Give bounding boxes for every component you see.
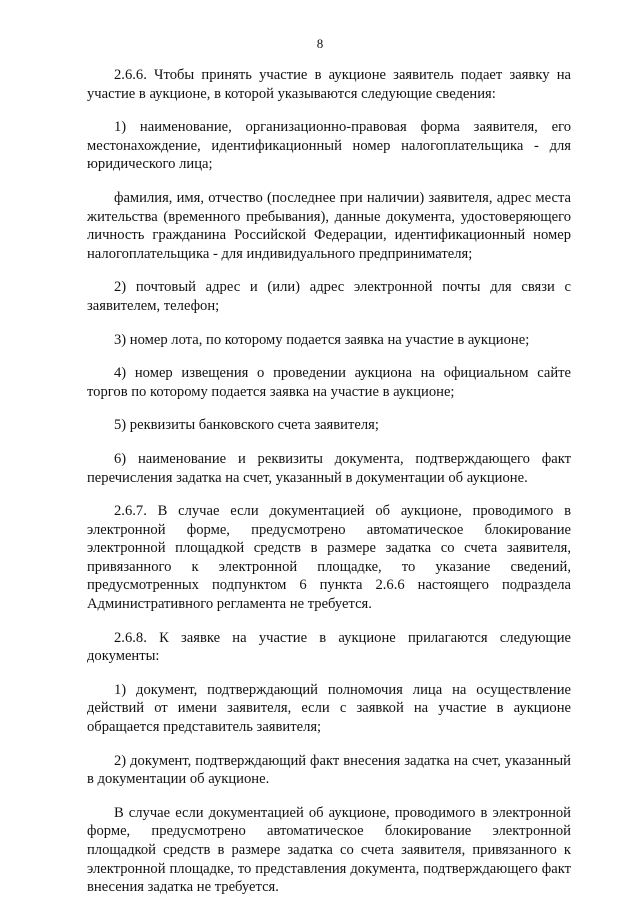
paragraph-2-6-6: 2.6.6. Чтобы принять участие в аукционе заявитель подает заявку на участие в аукционе, в которой указываются следующие сведения: [87,67,571,102]
paragraph-item-2: 2) почтовый адрес и (или) адрес электронной почты для связи с заявителем, телефон; [87,279,571,314]
paragraph-attachment-1: 1) документ, подтверждающий полномочия лица на осуществление действий от имени заявителя, если с заявкой на участие в аукционе обращается представитель заявителя; [87,681,571,736]
document-body [87,66,571,912]
paragraph-item-4: 4) номер извещения о проведении аукциона на официальном сайте торгов по которому подается заявка на участие в аукционе; [87,365,571,400]
paragraph-electronic-note: В случае если документацией об аукционе, проводимого в электронной форме, предусмотрено автоматическое блокирование электронной площадкой средств в размере задатка со счета заявителя, привязанного к электронной площадке, то представления документа, подтверждающего факт внесения задатка не требуется. [87,804,571,896]
page-number: 8 [316,36,324,51]
paragraph-2-6-7: 2.6.7. В случае если документацией об аукционе, проводимого в электронной форме, предусмотрено автоматическое блокирование электронной площадкой средств в размере задатка со счета заявителя, привязанного к электронной площадке, то указание сведений, предусмотренных подпунктом 6 пункта 2.6.6 настоящего подраздела Административного регламента не требуется. [87,503,571,613]
paragraph-2-6-8: 2.6.8. К заявке на участие в аукционе прилагаются следующие документы: [87,629,571,665]
paragraph-item-5: 5) реквизиты банковского счета заявителя; [114,417,379,434]
paragraph-item-3: 3) номер лота, по которому подается заявка на участие в аукционе; [114,331,530,348]
paragraph-item-6: 6) наименование и реквизиты документа, подтверждающего факт перечисления задатка на счет, указанный в документации об аукционе. [87,450,571,486]
paragraph-attachment-2: 2) документ, подтверждающий факт внесения задатка на счет, указанный в документации об аукционе. [87,752,571,788]
paragraph-item-1-legal-entity: 1) наименование, организационно-правовая форма заявителя, его местонахождение, идентификационный номер налогоплательщика - для юридического лица; [87,119,571,173]
paragraph-item-1-individual: фамилия, имя, отчество (последнее при наличии) заявителя, адрес места жительства (временного пребывания), данные документа, удостоверяющего личность гражданина Российской Федерации, идентификационный номер налогоплательщика - для индивидуального предпринимателя; [87,189,571,262]
